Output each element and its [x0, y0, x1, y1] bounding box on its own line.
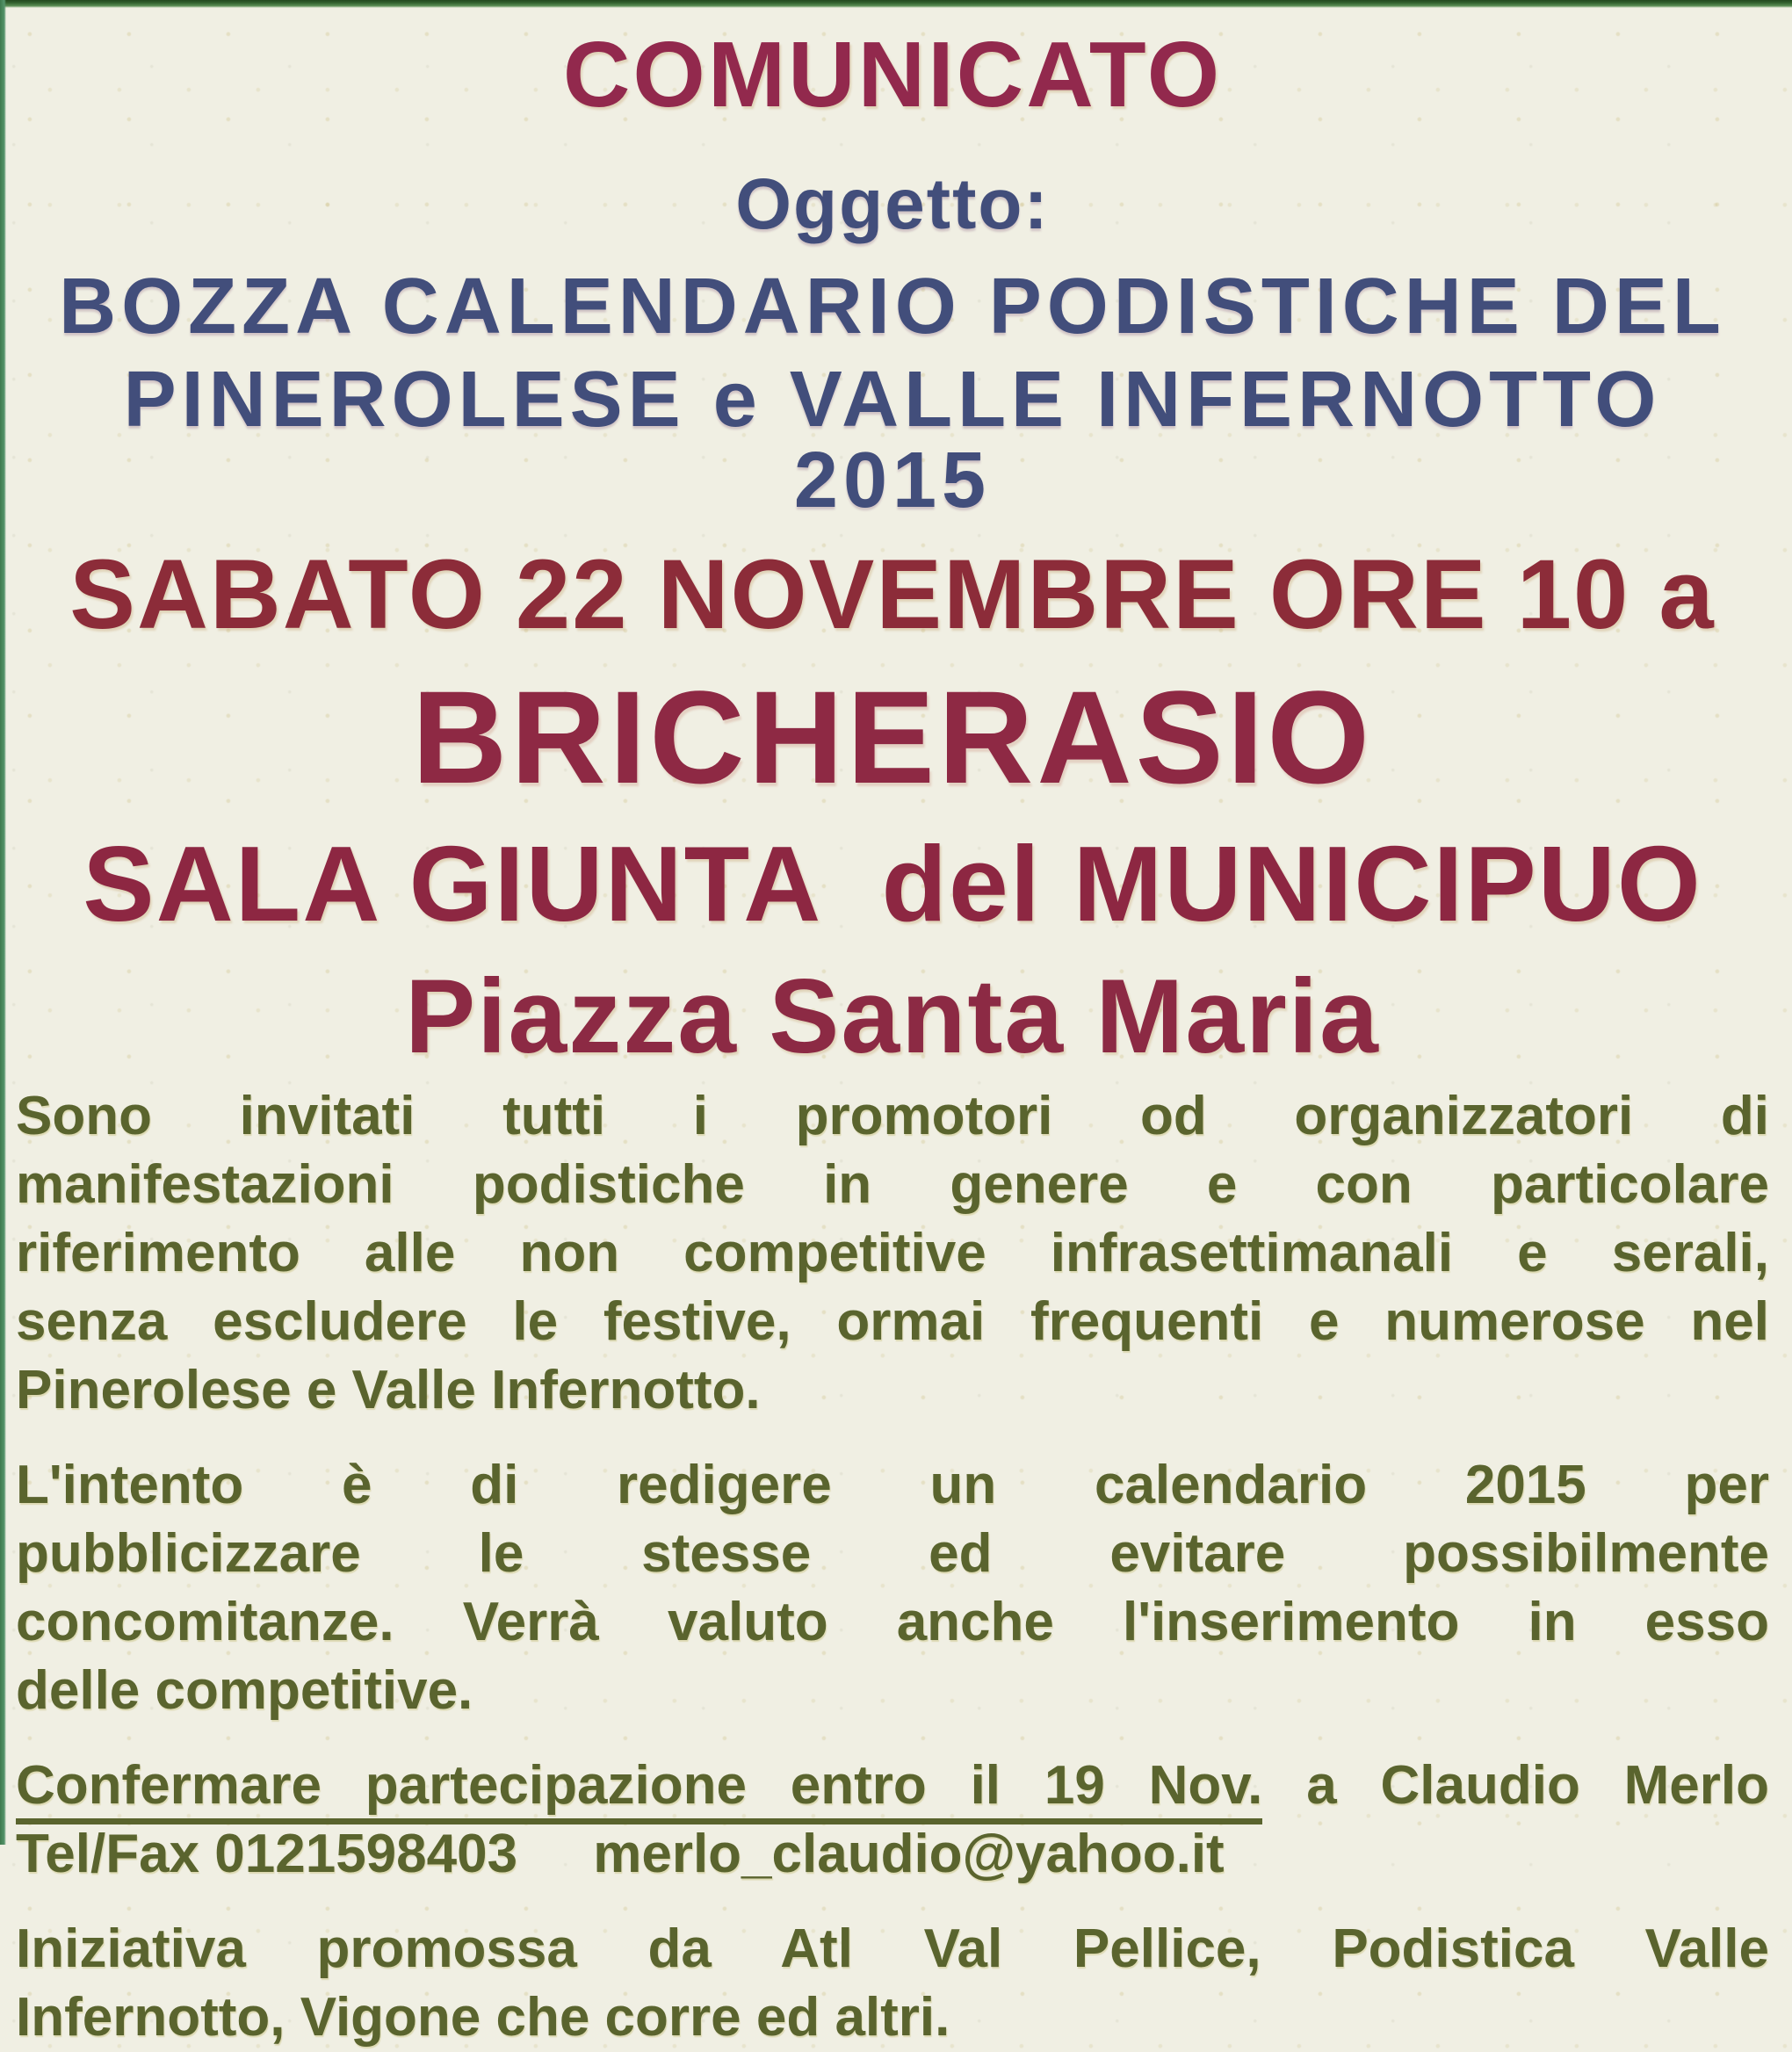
invitation-line-3: riferimento alle non competitive infrasettimanali e serali, [16, 1223, 1769, 1283]
subject-line-2: PINEROLESE e VALLE INFERNOTTO 2015 [123, 356, 1662, 524]
confirmation-line [16, 1752, 1769, 1820]
event-venue: SALA GIUNTA del MUNICIPUO [83, 824, 1702, 943]
confirmation-contact-name: a Claudio Merlo [1262, 1755, 1769, 1816]
invitation-line-5: Pinerolese e Valle Infernotto. [16, 1360, 761, 1420]
event-address: Piazza Santa Maria [405, 957, 1380, 1075]
invitation-line-4: senza escludere le festive, ormai frequenti e numerose nel [16, 1291, 1769, 1352]
intent-paragraph [16, 1451, 1769, 1725]
event-town: BRICHERASIO [411, 663, 1374, 811]
page-title: COMUNICATO [562, 23, 1223, 126]
promoters-line-1: Iniziativa promossa da Atl Val Pellice, Podistica Valle [16, 1918, 1769, 1979]
contact-phone-email-line: Tel/Fax 0121598403 merlo_claudio@yahoo.it [16, 1824, 1225, 1884]
invitation-line-2: manifestazioni podistiche in genere e con particolare [16, 1154, 1769, 1215]
intent-line-3: concomitanze. Verrà valuto anche l'inserimento in esso [16, 1592, 1769, 1652]
promoters-line-2: Infernotto, Vigone che corre ed altri. [16, 1987, 950, 2048]
subject-label: Oggetto: [735, 164, 1050, 244]
intent-line-1: L'intento è di redigere un calendario 2015 per [16, 1455, 1769, 1515]
promoters-paragraph [16, 1915, 1769, 2052]
invitation-line-1: Sono invitati tutti i promotori od organizzatori di [16, 1086, 1769, 1146]
subject-line-1: BOZZA CALENDARIO PODISTICHE DEL [59, 263, 1726, 350]
intent-line-4: delle competitive. [16, 1660, 473, 1721]
confirmation-paragraph [16, 1752, 1769, 1889]
intent-line-2: pubblicizzare le stesse ed evitare possibilmente [16, 1523, 1769, 1584]
confirmation-deadline-underlined: Confermare partecipazione entro il 19 Nov. [16, 1755, 1262, 1824]
invitation-paragraph [16, 1082, 1769, 1425]
event-date-line: SABATO 22 NOVEMBRE ORE 10 a [69, 539, 1716, 649]
